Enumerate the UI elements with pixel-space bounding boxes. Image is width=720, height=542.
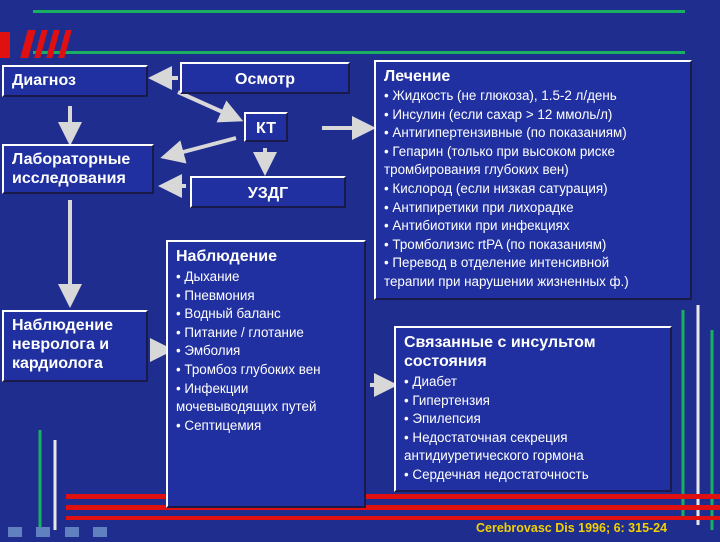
monitoring-item: • Пневмония — [176, 287, 255, 303]
monitoring-item: • Инфекции — [176, 380, 249, 396]
monitoring-item: • Эмболия — [176, 343, 241, 359]
treatment-item: терапии при нарушении жизненных ф.) — [384, 273, 629, 289]
related-item: • Гипертензия — [404, 392, 490, 408]
related-item: • Эпилепсия — [404, 411, 481, 427]
treatment-item: тромбирования глубоких вен) — [384, 162, 569, 178]
pen-icon[interactable] — [36, 527, 50, 537]
monitoring-item: • Септицемия — [176, 417, 262, 433]
monitoring-item: • Дыхание — [176, 269, 240, 284]
lab-label-line-1: Лабораторные — [12, 151, 131, 168]
diagnosis-box — [2, 65, 148, 97]
related-item: • Сердечная недостаточность — [404, 466, 589, 482]
ct-box — [244, 112, 288, 142]
related-title-line-1: Связанные с инсультом — [404, 334, 596, 351]
bottom-red-stripe — [66, 494, 720, 499]
diagnosis-label: Диагноз — [12, 72, 76, 89]
consult-box — [2, 310, 148, 382]
treatment-item: • Жидкость (не глюкоза), 1.5-2 л/день — [384, 88, 617, 103]
bottom-red-stripe-2 — [66, 505, 720, 510]
exam-label: Осмотр — [235, 71, 295, 88]
monitoring-item: • Тромбоз глубоких вен — [176, 361, 321, 377]
related-item: • Недостаточная секреция — [404, 429, 568, 445]
monitoring-box — [166, 240, 366, 508]
monitoring-item: мочевыводящих путей — [176, 399, 317, 415]
duplex-box — [190, 176, 346, 208]
treatment-item: • Антипиретики при лихорадке — [384, 199, 574, 215]
treatment-item: • Антигипертензивные (по показаниям) — [384, 125, 627, 141]
related-item: • Диабет — [404, 374, 458, 389]
consult-label-line-3: кардиолога — [12, 355, 103, 372]
treatment-box — [374, 60, 692, 300]
back-icon[interactable] — [8, 527, 22, 537]
slide-nav — [8, 524, 117, 542]
related-item: антидиуретического гормона — [404, 448, 584, 464]
consult-label-line-1: Наблюдение — [12, 317, 114, 334]
monitoring-item: • Водный баланс — [176, 306, 281, 322]
ct-label: КТ — [256, 120, 276, 137]
treatment-item: • Тромболизис rtPA (по показаниям) — [384, 236, 607, 252]
menu-icon[interactable] — [65, 527, 79, 537]
related-title-line-2: состояния — [404, 353, 487, 370]
exam-box — [180, 62, 350, 94]
bottom-red-stripe-3 — [66, 516, 720, 520]
monitoring-item: • Питание / глотание — [176, 324, 304, 340]
treatment-title: Лечение — [384, 68, 451, 85]
citation: Cerebrovasc Dis 1996; 6: 315-24 — [476, 521, 668, 535]
treatment-item: • Гепарин (только при высоком риске — [384, 143, 615, 159]
consult-label-line-2: невролога и — [12, 336, 110, 353]
treatment-item: • Антибиотики при инфекциях — [384, 218, 570, 234]
related-box — [394, 326, 672, 492]
treatment-item: • Перевод в отделение интенсивной — [384, 255, 610, 271]
treatment-item: • Кислород (если низкая сатурация) — [384, 180, 608, 196]
treatment-item: • Инсулин (если сахар > 12 ммоль/л) — [384, 106, 613, 122]
monitoring-title: Наблюдение — [176, 248, 278, 265]
forward-icon[interactable] — [93, 527, 107, 537]
duplex-label: УЗДГ — [247, 185, 289, 202]
arrow-exam-to-ct — [178, 92, 236, 118]
arrow-ct-to-lab — [168, 138, 236, 156]
lab-label-line-2: исследования — [12, 170, 126, 187]
lab-box — [2, 144, 154, 194]
